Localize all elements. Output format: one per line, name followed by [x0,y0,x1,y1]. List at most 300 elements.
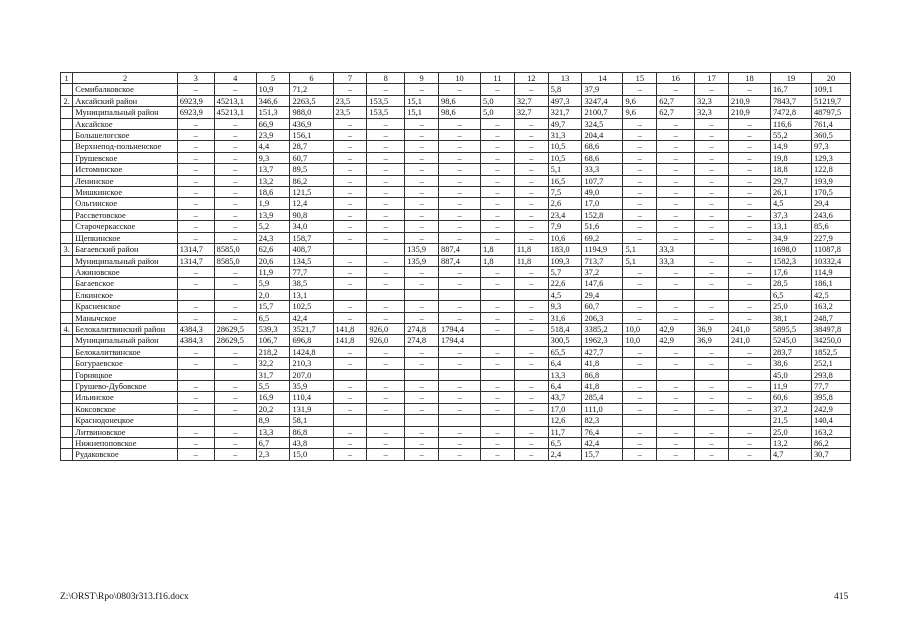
value-cell: – [695,84,729,95]
value-cell: 43,7 [548,392,582,403]
value-cell: – [481,449,515,460]
value-cell: – [514,403,548,414]
value-cell: – [177,278,214,289]
value-cell: – [481,358,515,369]
territory-name: Ольгинское [73,198,178,209]
value-cell: 15,7 [256,301,290,312]
value-cell: – [481,198,515,209]
value-cell: – [481,392,515,403]
value-cell: 10,0 [623,335,657,346]
value-cell: 4,5 [770,198,811,209]
value-cell: 210,9 [728,107,770,118]
value-cell: 11,9 [770,380,811,391]
value-cell: – [695,152,729,163]
value-cell: 274,8 [405,323,439,334]
value-cell: – [728,187,770,198]
value-cell: 183,0 [548,244,582,255]
value-cell: – [177,175,214,186]
value-cell: – [177,164,214,175]
value-cell: – [367,164,405,175]
table-row [61,358,851,369]
value-cell: – [695,392,729,403]
value-cell: – [333,152,367,163]
value-cell: 109,1 [811,84,850,95]
value-cell: – [481,118,515,129]
value-cell: 926,0 [367,335,405,346]
value-cell [728,289,770,300]
table-row [61,301,851,312]
value-cell: – [405,84,439,95]
value-cell: 62,6 [256,244,290,255]
value-cell: 65,5 [548,346,582,357]
value-cell: 6923,9 [177,95,214,106]
value-cell: – [405,449,439,460]
value-cell: 1424,8 [290,346,333,357]
territory-name: Манычское [73,312,178,323]
value-cell: 1582,3 [770,255,811,266]
value-cell: – [623,152,657,163]
value-cell [439,369,481,380]
value-cell: 60,6 [770,392,811,403]
value-cell: – [333,209,367,220]
territory-name: Ильинское [73,392,178,403]
row-index [61,164,73,175]
value-cell: 170,5 [811,187,850,198]
territory-name: Истоминское [73,164,178,175]
value-cell: 7,9 [548,221,582,232]
value-cell: – [481,232,515,243]
value-cell: – [623,175,657,186]
value-cell: – [439,301,481,312]
value-cell: 18,8 [770,164,811,175]
value-cell: 163,2 [811,426,850,437]
value-cell: 14,9 [770,141,811,152]
value-cell: 11,9 [256,266,290,277]
value-cell: – [333,141,367,152]
value-cell: – [405,392,439,403]
value-cell: 31,6 [548,312,582,323]
territory-name: Муниципальный район [73,255,178,266]
value-cell: 1698,0 [770,244,811,255]
value-cell: – [439,221,481,232]
value-cell: 86,2 [811,438,850,449]
value-cell: – [214,221,256,232]
row-index [61,369,73,380]
value-cell: 11087,8 [811,244,850,255]
value-cell: 156,1 [290,130,333,141]
value-cell: – [333,312,367,323]
value-cell [405,415,439,426]
value-cell: – [623,266,657,277]
value-cell: 2263,5 [290,95,333,106]
value-cell: – [177,426,214,437]
value-cell: – [367,301,405,312]
value-cell: 218,2 [256,346,290,357]
value-cell: 76,4 [582,426,623,437]
value-cell: – [623,346,657,357]
value-cell: – [214,312,256,323]
value-cell: 210,3 [290,358,333,369]
value-cell: 37,2 [582,266,623,277]
value-cell: – [367,209,405,220]
value-cell: – [481,221,515,232]
value-cell: 89,5 [290,164,333,175]
column-number: 4 [214,73,256,84]
value-cell: 151,3 [256,107,290,118]
value-cell: 42,5 [811,289,850,300]
value-cell: – [367,266,405,277]
value-cell: 887,4 [439,255,481,266]
value-cell: 15,7 [582,449,623,460]
value-cell: – [514,164,548,175]
value-cell: 152,8 [582,209,623,220]
value-cell [728,369,770,380]
value-cell: – [623,84,657,95]
value-cell: 111,0 [582,403,623,414]
value-cell: – [367,312,405,323]
value-cell: – [728,449,770,460]
value-cell: 121,5 [290,187,333,198]
row-index [61,187,73,198]
value-cell: 42,9 [657,323,695,334]
value-cell: – [214,438,256,449]
value-cell: 16,5 [548,175,582,186]
value-cell: – [695,232,729,243]
value-cell: 29,4 [811,198,850,209]
value-cell: 9,6 [623,95,657,106]
value-cell: – [695,164,729,175]
column-number-row [61,73,851,84]
value-cell: – [439,84,481,95]
value-cell: 22,6 [548,278,582,289]
value-cell: 141,8 [333,335,367,346]
value-cell: 49,7 [548,118,582,129]
value-cell: – [514,187,548,198]
value-cell: – [405,403,439,414]
value-cell: – [481,152,515,163]
value-cell: 13,9 [256,209,290,220]
value-cell: – [439,449,481,460]
value-cell: – [481,175,515,186]
value-cell: 243,6 [811,209,850,220]
value-cell: – [481,301,515,312]
row-index [61,209,73,220]
value-cell [695,415,729,426]
value-cell: – [405,346,439,357]
row-index [61,232,73,243]
value-cell: – [623,312,657,323]
value-cell: 77,7 [811,380,850,391]
value-cell: – [439,175,481,186]
value-cell [657,415,695,426]
value-cell: – [367,449,405,460]
row-index [61,141,73,152]
value-cell: 140,4 [811,415,850,426]
value-cell: 5,1 [548,164,582,175]
value-cell: – [623,209,657,220]
value-cell [367,415,405,426]
value-cell: – [623,187,657,198]
value-cell: 8585,0 [214,244,256,255]
table-row [61,221,851,232]
value-cell: 37,9 [582,84,623,95]
value-cell: – [728,346,770,357]
value-cell: 28629,5 [214,323,256,334]
value-cell: – [728,380,770,391]
table-row [61,392,851,403]
value-cell: – [514,312,548,323]
value-cell: – [214,278,256,289]
row-index [61,198,73,209]
value-cell: 62,7 [657,107,695,118]
value-cell: – [481,346,515,357]
value-cell: – [439,346,481,357]
value-cell: 1962,3 [582,335,623,346]
value-cell: – [623,232,657,243]
value-cell: 10,5 [548,152,582,163]
value-cell: 106,7 [256,335,290,346]
value-cell: 1314,7 [177,244,214,255]
value-cell: – [214,209,256,220]
value-cell: – [214,266,256,277]
value-cell: – [405,187,439,198]
value-cell [177,289,214,300]
value-cell: – [405,164,439,175]
value-cell: – [728,152,770,163]
value-cell: – [214,130,256,141]
value-cell: 153,5 [367,95,405,106]
value-cell: – [695,278,729,289]
value-cell: 26,1 [770,187,811,198]
value-cell: – [728,278,770,289]
value-cell: – [695,380,729,391]
value-cell: 12,6 [548,415,582,426]
value-cell: 926,0 [367,323,405,334]
value-cell: – [728,221,770,232]
row-index [61,301,73,312]
value-cell: 42,9 [657,335,695,346]
value-cell [657,289,695,300]
value-cell: – [728,358,770,369]
value-cell: 134,5 [290,255,333,266]
row-index [61,403,73,414]
value-cell: 16,9 [256,392,290,403]
value-cell: – [405,232,439,243]
value-cell: 6923,9 [177,107,214,118]
value-cell: – [481,438,515,449]
table-row [61,289,851,300]
value-cell: – [439,198,481,209]
value-cell: – [623,380,657,391]
value-cell: 17,6 [770,266,811,277]
value-cell: – [514,323,548,334]
row-index [61,415,73,426]
value-cell: – [214,346,256,357]
value-cell: 109,3 [548,255,582,266]
value-cell: 1794,4 [439,335,481,346]
value-cell: 10,9 [256,84,290,95]
value-cell: – [623,301,657,312]
value-cell: 16,7 [770,84,811,95]
value-cell: – [623,449,657,460]
value-cell: 5,0 [481,107,515,118]
value-cell: 129,3 [811,152,850,163]
value-cell: – [728,209,770,220]
value-cell: 69,2 [582,232,623,243]
value-cell: 25,0 [770,301,811,312]
territory-name: Муниципальный район [73,335,178,346]
value-cell: 131,9 [290,403,333,414]
row-index: 3. [61,244,73,255]
value-cell: – [214,141,256,152]
value-cell: – [405,426,439,437]
value-cell: – [177,312,214,323]
value-cell: – [623,164,657,175]
value-cell: – [481,380,515,391]
value-cell: – [439,232,481,243]
value-cell: – [405,175,439,186]
table-row [61,95,851,106]
value-cell: 45213,1 [214,107,256,118]
value-cell: – [177,84,214,95]
table-row [61,232,851,243]
value-cell: – [214,198,256,209]
territory-name: Аксайское [73,118,178,129]
value-cell: 31,3 [548,130,582,141]
row-index [61,438,73,449]
value-cell: – [405,301,439,312]
value-cell: – [439,438,481,449]
value-cell: 37,3 [770,209,811,220]
value-cell: 15,0 [290,449,333,460]
value-cell: 6,7 [256,438,290,449]
value-cell: – [623,221,657,232]
value-cell [177,415,214,426]
value-cell: 13,3 [548,369,582,380]
value-cell [405,369,439,380]
value-cell [333,244,367,255]
value-cell: 436,9 [290,118,333,129]
value-cell: – [657,266,695,277]
statistics-table [60,72,851,461]
value-cell: – [623,198,657,209]
value-cell: – [333,380,367,391]
territory-name: Верхнепод-польненское [73,141,178,152]
table-row [61,403,851,414]
value-cell: 13,1 [290,289,333,300]
value-cell: – [439,152,481,163]
territory-name: Муниципальный район [73,107,178,118]
value-cell: 3385,2 [582,323,623,334]
value-cell: – [514,141,548,152]
value-cell: – [439,141,481,152]
value-cell: 153,5 [367,107,405,118]
value-cell: 7843,7 [770,95,811,106]
value-cell: – [367,426,405,437]
value-cell: – [367,403,405,414]
value-cell: 77,7 [290,266,333,277]
value-cell: – [367,84,405,95]
value-cell: 10,0 [623,323,657,334]
value-cell: 55,2 [770,130,811,141]
value-cell: 48797,5 [811,107,850,118]
value-cell: 33,3 [582,164,623,175]
value-cell: 761,4 [811,118,850,129]
table-row [61,369,851,380]
value-cell: 38,1 [770,312,811,323]
value-cell: 28,7 [290,141,333,152]
value-cell: – [695,130,729,141]
territory-name: Старочеркасское [73,221,178,232]
value-cell: – [367,255,405,266]
value-cell: – [695,209,729,220]
value-cell: 60,7 [290,152,333,163]
value-cell: – [214,449,256,460]
value-cell: – [405,152,439,163]
value-cell: – [623,141,657,152]
value-cell: – [333,278,367,289]
territory-name: Белокалитвинский район [73,323,178,334]
value-cell: – [657,130,695,141]
value-cell: – [514,198,548,209]
value-cell: – [481,403,515,414]
value-cell: – [657,175,695,186]
value-cell: – [367,141,405,152]
value-cell: 10332,4 [811,255,850,266]
value-cell: – [728,164,770,175]
column-number: 12 [514,73,548,84]
value-cell: – [695,312,729,323]
value-cell: – [623,403,657,414]
table-row [61,415,851,426]
value-cell: – [657,438,695,449]
table-row [61,187,851,198]
value-cell: – [728,403,770,414]
value-cell: – [177,118,214,129]
value-cell [695,289,729,300]
territory-name: Семибалковское [73,84,178,95]
territory-name: Багаевский район [73,244,178,255]
value-cell: 38,5 [290,278,333,289]
value-cell: 293,8 [811,369,850,380]
value-cell: 37,2 [770,403,811,414]
value-cell: – [439,358,481,369]
value-cell: 346,6 [256,95,290,106]
value-cell: 34,9 [770,232,811,243]
value-cell [514,335,548,346]
territory-name: Богураевское [73,358,178,369]
value-cell: – [367,198,405,209]
value-cell: – [514,380,548,391]
value-cell: – [514,118,548,129]
value-cell: 713,7 [582,255,623,266]
value-cell: – [367,438,405,449]
value-cell: – [177,198,214,209]
value-cell: 86,2 [290,175,333,186]
value-cell: 5245,0 [770,335,811,346]
value-cell: 51219,7 [811,95,850,106]
value-cell [333,369,367,380]
value-cell: 23,4 [548,209,582,220]
value-cell: – [695,403,729,414]
value-cell: 2,4 [548,449,582,460]
value-cell: – [728,392,770,403]
value-cell: – [405,278,439,289]
row-index [61,358,73,369]
territory-name: Рудаковское [73,449,178,460]
value-cell: – [481,141,515,152]
value-cell: – [439,118,481,129]
